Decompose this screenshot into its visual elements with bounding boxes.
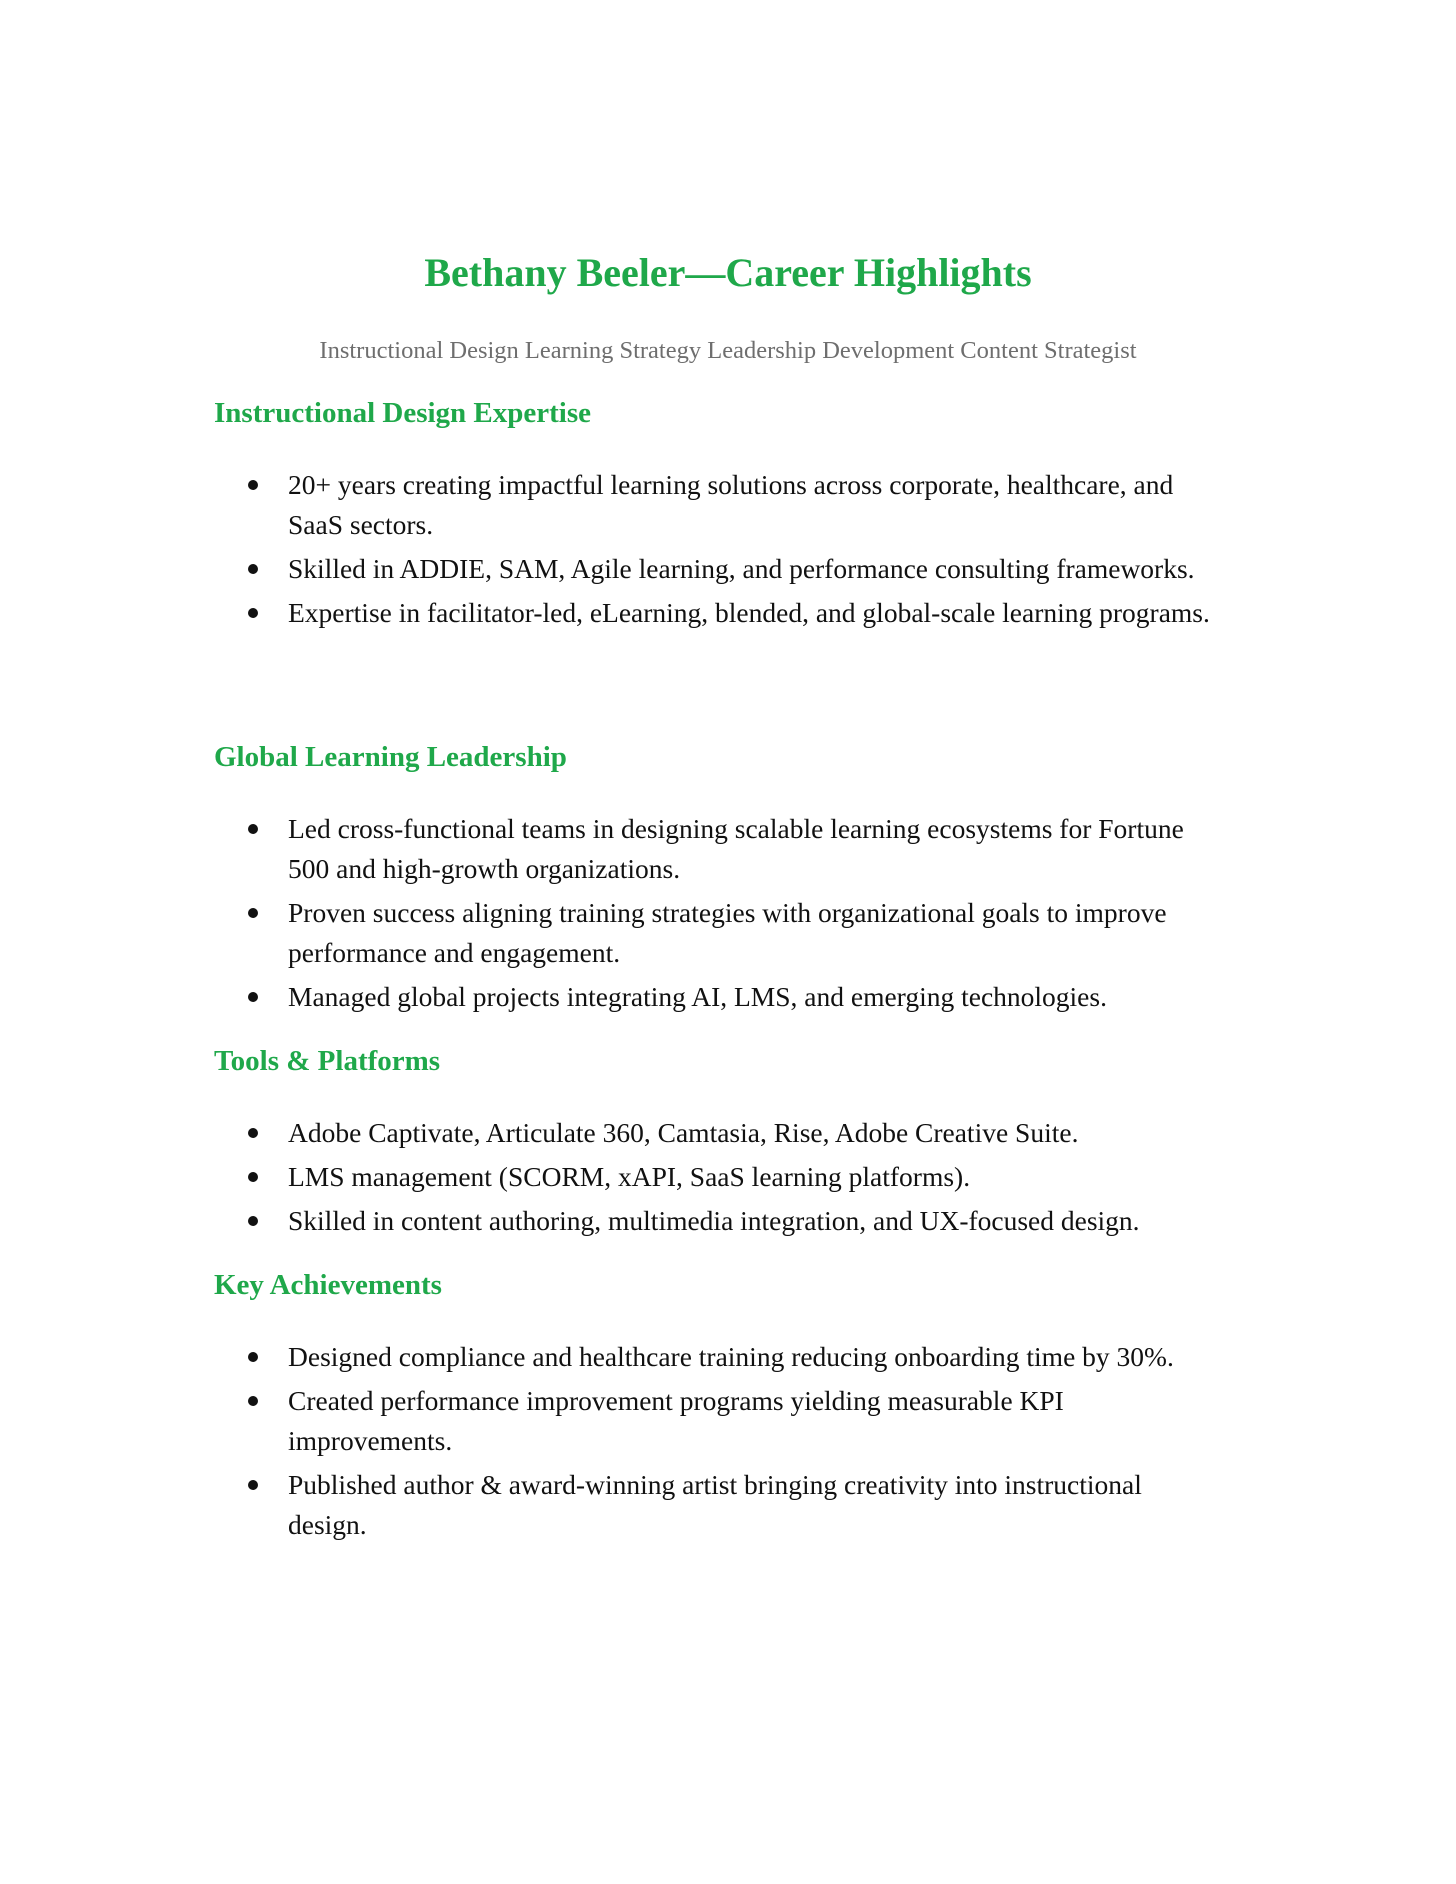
list-item-text: 20+ years creating impactful learning solutions across corporate, healthcare, and SaaS sectors. xyxy=(288,469,1174,540)
bullet-icon xyxy=(248,1216,258,1226)
list-item xyxy=(214,1465,1214,1545)
list-item xyxy=(214,465,1214,545)
bullet-icon xyxy=(248,992,258,1002)
bullet-list xyxy=(214,465,1254,633)
list-item-text: Designed compliance and healthcare training reducing onboarding time by 30%. xyxy=(288,1341,1174,1372)
bullet-icon xyxy=(248,608,258,618)
list-item-text: Skilled in content authoring, multimedia integration, and UX-focused design. xyxy=(288,1205,1140,1236)
section-heading: Tools & Platforms xyxy=(214,1045,441,1077)
list-item-text: Published author & award-winning artist bringing creativity into instructional design. xyxy=(288,1469,1142,1540)
bullet-list xyxy=(214,809,1254,1017)
section-heading: Instructional Design Expertise xyxy=(214,397,591,429)
list-item xyxy=(214,1157,1214,1197)
bullet-list xyxy=(214,1113,1254,1241)
section-global-learning-leadership xyxy=(214,737,1254,1021)
page-title: Bethany Beeler—Career Highlights xyxy=(424,250,1032,295)
section-key-achievements xyxy=(214,1265,1254,1549)
bullet-icon xyxy=(248,564,258,574)
section-heading: Global Learning Leadership xyxy=(214,741,567,773)
list-item xyxy=(214,977,1214,1017)
section-heading: Key Achievements xyxy=(214,1269,442,1301)
list-item xyxy=(214,1337,1214,1377)
list-item-text: Led cross-functional teams in designing scalable learning ecosystems for Fortune 500 and high-growth organizations. xyxy=(288,813,1184,884)
section-tools-platforms xyxy=(214,1041,1254,1245)
bullet-icon xyxy=(248,1128,258,1138)
list-item xyxy=(214,893,1214,973)
bullet-icon xyxy=(248,1480,258,1490)
section-instructional-design-expertise xyxy=(214,393,1254,637)
page-subtitle: Instructional Design Learning Strategy Leadership Development Content Strategist xyxy=(319,337,1137,364)
list-item-text: Proven success aligning training strategies with organizational goals to improve performance and engagement. xyxy=(288,897,1167,968)
list-item-text: Created performance improvement programs yielding measurable KPI improvements. xyxy=(288,1385,1064,1456)
list-item-text: Managed global projects integrating AI, LMS, and emerging technologies. xyxy=(288,981,1107,1012)
bullet-icon xyxy=(248,908,258,918)
list-item xyxy=(214,1381,1214,1461)
list-item-text: LMS management (SCORM, xAPI, SaaS learning platforms). xyxy=(288,1161,971,1192)
list-item xyxy=(214,593,1214,633)
list-item xyxy=(214,809,1214,889)
list-item xyxy=(214,549,1214,589)
list-item xyxy=(214,1113,1214,1153)
bullet-list xyxy=(214,1337,1254,1545)
list-item xyxy=(214,1201,1214,1241)
bullet-icon xyxy=(248,480,258,490)
bullet-icon xyxy=(248,1396,258,1406)
list-item-text: Adobe Captivate, Articulate 360, Camtasia, Rise, Adobe Creative Suite. xyxy=(288,1117,1079,1148)
bullet-icon xyxy=(248,1172,258,1182)
bullet-icon xyxy=(248,1352,258,1362)
list-item-text: Expertise in facilitator-led, eLearning, blended, and global-scale learning programs. xyxy=(288,597,1210,628)
bullet-icon xyxy=(248,824,258,834)
list-item-text: Skilled in ADDIE, SAM, Agile learning, and performance consulting frameworks. xyxy=(288,553,1195,584)
